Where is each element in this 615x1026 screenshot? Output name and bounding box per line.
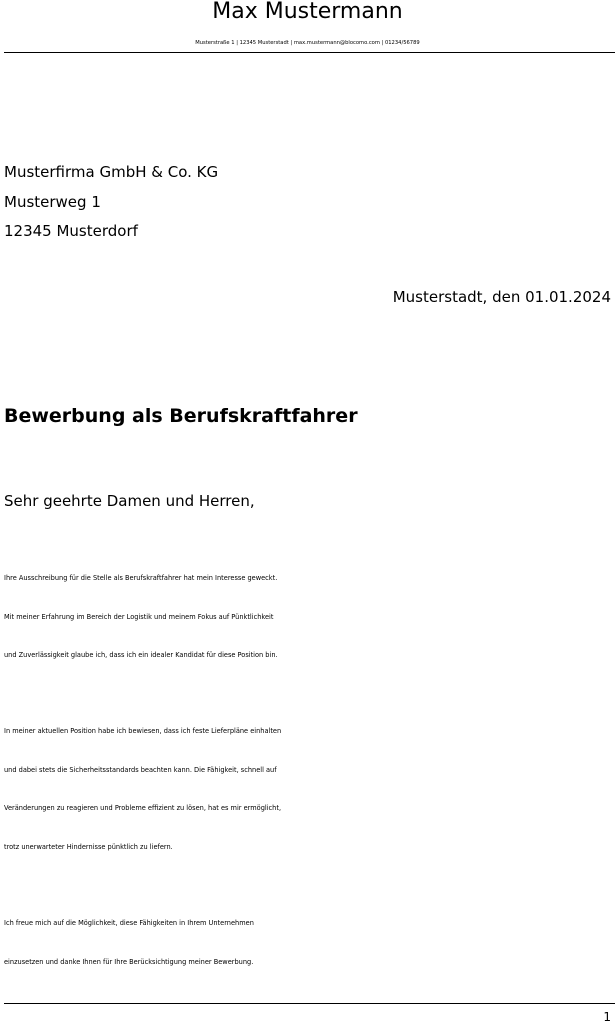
paragraph-line: einzusetzen und danke Ihnen für Ihre Berücksichtigung meiner Bewerbung. [4, 957, 254, 966]
header-divider [4, 52, 615, 53]
paragraph-line: In meiner aktuellen Position habe ich bewiesen, dass ich feste Lieferpläne einhalten [4, 727, 282, 735]
paragraph-closing [4, 904, 615, 981]
recipient-street: Musterweg 1 [4, 192, 101, 211]
letter-date: Musterstadt, den 01.01.2024 [392, 288, 611, 306]
paragraph-line: Mit meiner Erfahrung im Bereich der Logistik und meinem Fokus auf Pünktlichkeit [4, 612, 274, 621]
paragraph-line: und dabei stets die Sicherheitsstandards beachten kann. Die Fähigkeit, schnell auf [4, 765, 277, 774]
salutation: Sehr geehrte Damen und Herren, [4, 492, 255, 510]
recipient-company: Musterfirma GmbH & Co. KG [4, 163, 219, 181]
paragraph-line: trotz unerwarteter Hindernisse pünktlich zu liefern. [4, 842, 173, 851]
recipient-address [4, 158, 218, 247]
paragraph-line: und Zuverlässigkeit glaube ich, dass ich ein idealer Kandidat für diese Position bin. [4, 651, 278, 660]
paragraph-experience [4, 712, 615, 866]
paragraph-line: Ich freue mich auf die Möglichkeit, diese Fähigkeiten in Ihrem Unternehmen [4, 919, 254, 927]
recipient-city: 12345 Musterdorf [4, 222, 138, 240]
paragraph-line: Ihre Ausschreibung für die Stelle als Berufskraftfahrer hat mein Interesse geweckt. [4, 574, 278, 582]
contact-line: Musterstraße 1 | 12345 Musterstadt | max.mustermann@blocomo.com | 01234/56789 [195, 40, 420, 46]
paragraph-line: Veränderungen zu reagieren und Probleme effizient zu lösen, hat es mir ermöglicht, [4, 804, 282, 813]
paragraph-intro [4, 559, 615, 675]
footer-divider [4, 1003, 615, 1004]
letter-subject: Bewerbung als Berufskraftfahrer [4, 405, 358, 427]
applicant-name: Max Mustermann [212, 0, 403, 24]
page-number: 1 [603, 1010, 611, 1024]
